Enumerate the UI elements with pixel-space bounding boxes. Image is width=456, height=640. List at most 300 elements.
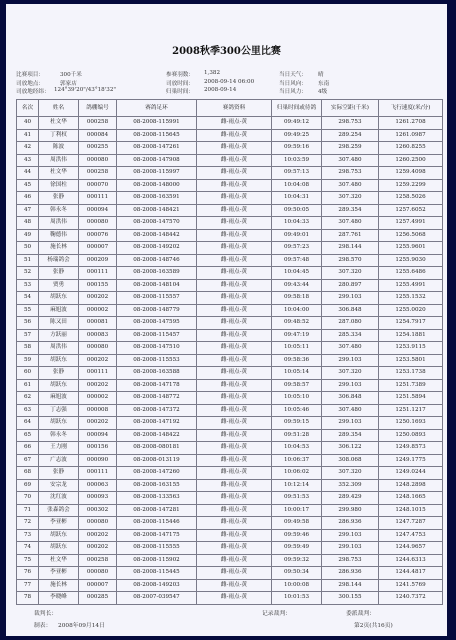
- cell-speed: 1255.9601: [379, 242, 443, 255]
- info-row-2: [16, 79, 441, 88]
- release-value: 2008-09-14 06:00: [204, 78, 255, 85]
- cell-speed: 1253.9115: [379, 342, 443, 355]
- cell-loft-id: 000080: [79, 342, 117, 355]
- cell-speed: 1254.1881: [379, 329, 443, 342]
- cell-rank: 45: [17, 179, 39, 192]
- cell-distance: 299.103: [322, 354, 379, 367]
- cell-rank: 43: [17, 154, 39, 167]
- table-row: [17, 529, 443, 542]
- cell-ring: 08-2008-148421: [117, 204, 197, 217]
- header-bird-info: 赛鸽资料: [197, 100, 272, 117]
- info-row-3: [16, 87, 441, 96]
- cell-name: 韩永冬: [39, 204, 79, 217]
- cell-speed: 1253.5801: [379, 354, 443, 367]
- cell-distance: 300.155: [322, 592, 379, 605]
- cell-ring: 08-2008-149202: [117, 242, 197, 255]
- cell-arrival: 09:57:23: [272, 242, 322, 255]
- page-title: 2008秋季300公里比赛: [172, 46, 281, 57]
- cell-distance: 287.080: [322, 317, 379, 330]
- cell-speed: 1255.1532: [379, 292, 443, 305]
- cell-name: 张静: [39, 267, 79, 280]
- cell-arrival: 09:51:28: [272, 429, 322, 442]
- cell-loft-id: 000202: [79, 417, 117, 430]
- cell-loft-id: 000083: [79, 329, 117, 342]
- cell-name: 胡跃东: [39, 379, 79, 392]
- results-table: [16, 99, 443, 605]
- cell-speed: 1257.6052: [379, 204, 443, 217]
- cell-bird-info: 雌-雨点-黄: [197, 179, 272, 192]
- cell-bird-info: 雌-雨点-黄: [197, 392, 272, 405]
- cell-distance: 306.848: [322, 392, 379, 405]
- table-row: [17, 254, 443, 267]
- cell-arrival: 10:00:17: [272, 504, 322, 517]
- cell-speed: 1261.2708: [379, 117, 443, 130]
- cell-name: 鞠德伟: [39, 229, 79, 242]
- cell-arrival: 10:05:10: [272, 392, 322, 405]
- cell-loft-id: 000202: [79, 354, 117, 367]
- table-row: [17, 579, 443, 592]
- coord-value: 124°39'20"/43°18'32": [54, 87, 116, 93]
- cell-rank: 72: [17, 517, 39, 530]
- cell-distance: 285.334: [322, 329, 379, 342]
- cell-distance: 299.103: [322, 529, 379, 542]
- cell-bird-info: 雌-雨点-黄: [197, 267, 272, 280]
- cell-rank: 52: [17, 267, 39, 280]
- cell-speed: 1249.0244: [379, 467, 443, 480]
- cell-rank: 73: [17, 529, 39, 542]
- cell-arrival: 09:59:46: [272, 529, 322, 542]
- cell-ring: 08-2008-148442: [117, 229, 197, 242]
- cell-bird-info: 雌-雨点-黄: [197, 404, 272, 417]
- cell-loft-id: 000090: [79, 454, 117, 467]
- cell-ring: 08-2008-147570: [117, 217, 197, 230]
- committee-label: 委派裁判：: [346, 611, 375, 617]
- release-label: 司放时间：: [166, 80, 194, 87]
- cell-distance: 308.068: [322, 454, 379, 467]
- table-row: [17, 117, 443, 130]
- cell-speed: 1260.8255: [379, 142, 443, 155]
- cell-loft-id: 000202: [79, 529, 117, 542]
- header-speed: 飞行速度(米/分): [379, 100, 443, 117]
- cell-bird-info: 雌-雨点-黄: [197, 217, 272, 230]
- table-row: [17, 267, 443, 280]
- cell-name: 丁志强: [39, 404, 79, 417]
- cell-ring: 08-2008-147261: [117, 142, 197, 155]
- cell-name: 胡跃东: [39, 354, 79, 367]
- cell-speed: 1258.5026: [379, 192, 443, 205]
- cell-rank: 59: [17, 354, 39, 367]
- table-row: [17, 429, 443, 442]
- cell-bird-info: 雌-雨点-黄: [197, 504, 272, 517]
- cell-rank: 77: [17, 579, 39, 592]
- cell-rank: 70: [17, 492, 39, 505]
- cell-arrival: 09:57:13: [272, 167, 322, 180]
- cell-distance: 299.980: [322, 504, 379, 517]
- cell-bird-info: 雌-雨点-黄: [197, 254, 272, 267]
- cell-distance: 307.480: [322, 179, 379, 192]
- table-row: [17, 342, 443, 355]
- cell-ring: 08-2008-147372: [117, 404, 197, 417]
- made-date: 2008年09月14日: [58, 623, 105, 629]
- cell-speed: 1247.4753: [379, 529, 443, 542]
- cell-rank: 49: [17, 229, 39, 242]
- cell-loft-id: 000080: [79, 217, 117, 230]
- cell-rank: 56: [17, 317, 39, 330]
- cell-speed: 1247.7287: [379, 517, 443, 530]
- cell-loft-id: 000094: [79, 429, 117, 442]
- cell-rank: 63: [17, 404, 39, 417]
- info-row-1: [16, 70, 441, 79]
- table-row: [17, 142, 443, 155]
- cell-ring: 08-2008-115557: [117, 292, 197, 305]
- cell-bird-info: 雌-雨点-黄: [197, 579, 272, 592]
- cell-distance: 307.480: [322, 404, 379, 417]
- cell-bird-info: 雌-雨点-黄: [197, 367, 272, 380]
- cell-distance: 299.103: [322, 379, 379, 392]
- cell-speed: 1241.5769: [379, 579, 443, 592]
- cell-distance: 289.429: [322, 492, 379, 505]
- table-row: [17, 567, 443, 580]
- cell-name: 施长林: [39, 579, 79, 592]
- cell-arrival: 10:04:08: [272, 179, 322, 192]
- cell-rank: 65: [17, 429, 39, 442]
- cell-rank: 40: [17, 117, 39, 130]
- table-row: [17, 304, 443, 317]
- cell-name: 安宗龙: [39, 479, 79, 492]
- cell-loft-id: 000202: [79, 292, 117, 305]
- cell-name: 张静: [39, 467, 79, 480]
- cell-speed: 1249.1775: [379, 454, 443, 467]
- cell-distance: 286.936: [322, 517, 379, 530]
- wind-label: 当日风向：: [279, 80, 307, 87]
- cell-rank: 57: [17, 329, 39, 342]
- cell-speed: 1249.8573: [379, 442, 443, 455]
- cell-rank: 42: [17, 142, 39, 155]
- cell-distance: 298.753: [322, 167, 379, 180]
- table-row: [17, 392, 443, 405]
- cell-loft-id: 000202: [79, 379, 117, 392]
- cell-arrival: 10:05:46: [272, 404, 322, 417]
- cell-rank: 69: [17, 479, 39, 492]
- cell-rank: 66: [17, 442, 39, 455]
- cell-speed: 1255.4991: [379, 279, 443, 292]
- cell-ring: 08-2008-149203: [117, 579, 197, 592]
- cell-bird-info: 雌-雨点-黄: [197, 167, 272, 180]
- cell-distance: 307.320: [322, 367, 379, 380]
- cell-name: 陈又田: [39, 317, 79, 330]
- table-row: [17, 417, 443, 430]
- cell-arrival: 09:50:05: [272, 204, 322, 217]
- cell-arrival: 09:43:44: [272, 279, 322, 292]
- cell-ring: 08-2008-147595: [117, 317, 197, 330]
- cell-distance: 299.103: [322, 542, 379, 555]
- cell-name: 杨瑞鸽会: [39, 254, 79, 267]
- cell-bird-info: 雌-雨点-黄: [197, 529, 272, 542]
- cell-arrival: 09:59:16: [272, 142, 322, 155]
- cell-arrival: 09:57:48: [272, 254, 322, 267]
- cell-speed: 1248.2898: [379, 479, 443, 492]
- cell-rank: 53: [17, 279, 39, 292]
- cell-ring: 08-2008-147192: [117, 417, 197, 430]
- cell-name: 韩永冬: [39, 429, 79, 442]
- cell-arrival: 10:06:37: [272, 454, 322, 467]
- cell-speed: 1250.0893: [379, 429, 443, 442]
- table-row: [17, 367, 443, 380]
- cell-ring: 08-2008-147260: [117, 467, 197, 480]
- cell-ring: 08-2008-115645: [117, 129, 197, 142]
- cell-arrival: 10:03:59: [272, 154, 322, 167]
- cell-rank: 64: [17, 417, 39, 430]
- table-row: [17, 292, 443, 305]
- cell-name: 杜文华: [39, 554, 79, 567]
- cell-rank: 68: [17, 467, 39, 480]
- cell-ring: 08-2008-148779: [117, 304, 197, 317]
- cell-rank: 47: [17, 204, 39, 217]
- table-row: [17, 242, 443, 255]
- table-row: [17, 179, 443, 192]
- wind-value: 东南: [318, 80, 330, 87]
- cell-loft-id: 000111: [79, 267, 117, 280]
- project-label: 比赛项目：: [16, 72, 44, 78]
- table-row: [17, 404, 443, 417]
- table-row: [17, 354, 443, 367]
- race-info: [16, 70, 441, 96]
- cell-distance: 289.354: [322, 429, 379, 442]
- cell-distance: 289.354: [322, 204, 379, 217]
- cell-loft-id: 000080: [79, 567, 117, 580]
- cell-bird-info: 雌-雨点-黄: [197, 542, 272, 555]
- cell-rank: 76: [17, 567, 39, 580]
- cell-loft-id: 000080: [79, 154, 117, 167]
- cell-bird-info: 雌-雨点-黄: [197, 242, 272, 255]
- cell-arrival: 09:58:57: [272, 379, 322, 392]
- cell-ring: 08-2008-115902: [117, 554, 197, 567]
- cell-loft-id: 000285: [79, 592, 117, 605]
- cell-ring: 08-2008-133563: [117, 492, 197, 505]
- cell-name: 张森鸽会: [39, 504, 79, 517]
- cell-bird-info: 雌-雨点-黄: [197, 354, 272, 367]
- table-row: [17, 279, 443, 292]
- cell-name: 施长林: [39, 242, 79, 255]
- cell-arrival: 10:05:14: [272, 367, 322, 380]
- cell-loft-id: 000111: [79, 467, 117, 480]
- cell-bird-info: 雌-雨点-黄: [197, 592, 272, 605]
- cell-loft-id: 000111: [79, 192, 117, 205]
- cell-loft-id: 000084: [79, 129, 117, 142]
- table-row: [17, 167, 443, 180]
- cell-arrival: 09:59:15: [272, 417, 322, 430]
- cell-arrival: 09:49:25: [272, 129, 322, 142]
- cell-loft-id: 000081: [79, 317, 117, 330]
- cell-bird-info: 雌-雨点-黄: [197, 442, 272, 455]
- cell-distance: 289.254: [322, 129, 379, 142]
- table-row: [17, 379, 443, 392]
- cell-arrival: 09:49:58: [272, 517, 322, 530]
- table-row: [17, 129, 443, 142]
- cell-speed: 1240.7372: [379, 592, 443, 605]
- cell-rank: 60: [17, 367, 39, 380]
- cell-distance: 286.936: [322, 567, 379, 580]
- cell-distance: 307.320: [322, 267, 379, 280]
- cell-loft-id: 000007: [79, 579, 117, 592]
- cell-ring: 08-2008-163155: [117, 479, 197, 492]
- cell-loft-id: 000007: [79, 242, 117, 255]
- cell-distance: 307.480: [322, 217, 379, 230]
- cell-rank: 62: [17, 392, 39, 405]
- cell-ring: 08-2008-163589: [117, 267, 197, 280]
- cell-speed: 1255.0020: [379, 304, 443, 317]
- cell-distance: 352.309: [322, 479, 379, 492]
- cell-name: 徐国柱: [39, 179, 79, 192]
- table-row: [17, 442, 443, 455]
- table-header-row: [17, 100, 443, 117]
- cell-ring: 08-2008-163588: [117, 367, 197, 380]
- cell-arrival: 09:59:49: [272, 542, 322, 555]
- cell-speed: 1250.1693: [379, 417, 443, 430]
- header-arrival: 归巢时间或待鸽: [272, 100, 322, 117]
- cell-name: 李亚彬: [39, 517, 79, 530]
- cell-name: 胡跃东: [39, 417, 79, 430]
- cell-rank: 54: [17, 292, 39, 305]
- cell-loft-id: 000156: [79, 442, 117, 455]
- cell-distance: 287.761: [322, 229, 379, 242]
- recorder-label: 记录裁判：: [262, 611, 291, 617]
- table-row: [17, 479, 443, 492]
- cell-loft-id: 000202: [79, 542, 117, 555]
- cell-distance: 299.103: [322, 292, 379, 305]
- cell-ring: 08-2008-080181: [117, 442, 197, 455]
- cell-distance: 299.103: [322, 417, 379, 430]
- cell-loft-id: 000111: [79, 367, 117, 380]
- cell-bird-info: 雌-雨点-黄: [197, 304, 272, 317]
- cell-speed: 1256.5068: [379, 229, 443, 242]
- cell-name: 张静: [39, 192, 79, 205]
- cell-rank: 46: [17, 192, 39, 205]
- cell-ring: 08-2008-147281: [117, 504, 197, 517]
- table-row: [17, 229, 443, 242]
- cell-bird-info: 雌-雨点-黄: [197, 329, 272, 342]
- coord-label: 司放地经纬：: [16, 89, 50, 95]
- cell-bird-info: 雌-雨点-黄: [197, 417, 272, 430]
- cell-bird-info: 雌-雨点-黄: [197, 479, 272, 492]
- table-row: [17, 467, 443, 480]
- cell-name: 周洪伟: [39, 154, 79, 167]
- cell-bird-info: 雌-雨点-黄: [197, 154, 272, 167]
- cell-rank: 61: [17, 379, 39, 392]
- cell-rank: 67: [17, 454, 39, 467]
- cell-speed: 1254.7917: [379, 317, 443, 330]
- cell-ring: 08-2008-148746: [117, 254, 197, 267]
- cell-loft-id: 000209: [79, 254, 117, 267]
- cell-bird-info: 雌-雨点-黄: [197, 567, 272, 580]
- cell-distance: 298.144: [322, 579, 379, 592]
- project-value: 300千米: [60, 72, 82, 78]
- cell-loft-id: 000080: [79, 517, 117, 530]
- table-row: [17, 504, 443, 517]
- cell-speed: 1251.7389: [379, 379, 443, 392]
- cell-ring: 08-2008-013119: [117, 454, 197, 467]
- cell-speed: 1248.1665: [379, 492, 443, 505]
- cell-name: 胡跃东: [39, 292, 79, 305]
- windforce-label: 当日风力：: [279, 89, 307, 95]
- cell-name: 王力刚: [39, 442, 79, 455]
- cell-arrival: 09:58:18: [272, 292, 322, 305]
- cell-bird-info: 雌-雨点-黄: [197, 517, 272, 530]
- cell-bird-info: 雌-雨点-黄: [197, 192, 272, 205]
- cell-speed: 1257.4991: [379, 217, 443, 230]
- cell-speed: 1244.4817: [379, 567, 443, 580]
- cell-ring: 08-2008-148000: [117, 179, 197, 192]
- cell-arrival: 10:04:45: [272, 267, 322, 280]
- place-value: 郭家店: [60, 80, 77, 87]
- cell-ring: 08-2008-147510: [117, 342, 197, 355]
- cell-distance: 307.320: [322, 467, 379, 480]
- cell-loft-id: 000070: [79, 179, 117, 192]
- cell-name: 广志波: [39, 454, 79, 467]
- cell-speed: 1259.2299: [379, 179, 443, 192]
- cell-rank: 75: [17, 554, 39, 567]
- table-row: [17, 217, 443, 230]
- cell-arrival: 10:05:11: [272, 342, 322, 355]
- cell-name: 杜文华: [39, 167, 79, 180]
- cell-loft-id: 000002: [79, 392, 117, 405]
- cell-ring: 08-2008-115445: [117, 567, 197, 580]
- header-name: 姓名: [39, 100, 79, 117]
- cell-loft-id: 000094: [79, 204, 117, 217]
- cell-bird-info: 雌-雨点-黄: [197, 492, 272, 505]
- cell-name: 贾勇: [39, 279, 79, 292]
- cell-loft-id: 000258: [79, 554, 117, 567]
- cell-arrival: 09:49:12: [272, 117, 322, 130]
- table-row: [17, 454, 443, 467]
- cell-name: 麻旭波: [39, 392, 79, 405]
- cell-bird-info: 雌-雨点-黄: [197, 292, 272, 305]
- cell-distance: 307.480: [322, 154, 379, 167]
- place-label: 司放地点：: [16, 80, 44, 87]
- cell-rank: 50: [17, 242, 39, 255]
- table-row: [17, 204, 443, 217]
- cell-name: 周洪伟: [39, 342, 79, 355]
- cell-arrival: 10:00:08: [272, 579, 322, 592]
- cell-bird-info: 雌-雨点-黄: [197, 554, 272, 567]
- cell-bird-info: 雌-雨点-黄: [197, 204, 272, 217]
- table-row: [17, 554, 443, 567]
- cell-distance: 307.320: [322, 192, 379, 205]
- header-loft-id: 鸽棚编号: [79, 100, 117, 117]
- cell-arrival: 09:50:34: [272, 567, 322, 580]
- cell-loft-id: 000093: [79, 492, 117, 505]
- count-label: 参赛羽数：: [166, 72, 194, 78]
- cell-speed: 1248.1015: [379, 504, 443, 517]
- cell-bird-info: 雌-雨点-黄: [197, 379, 272, 392]
- cell-arrival: 10:04:33: [272, 217, 322, 230]
- cell-arrival: 10:04:00: [272, 304, 322, 317]
- return-label: 归巢时间：: [166, 89, 194, 95]
- cell-name: 胡跃东: [39, 542, 79, 555]
- cell-loft-id: 000076: [79, 229, 117, 242]
- cell-rank: 74: [17, 542, 39, 555]
- results-sheet: [6, 4, 447, 636]
- cell-ring: 08-2008-115997: [117, 167, 197, 180]
- table-row: [17, 192, 443, 205]
- table-row: [17, 592, 443, 605]
- cell-bird-info: 雌-雨点-黄: [197, 129, 272, 142]
- cell-distance: 306.848: [322, 304, 379, 317]
- cell-arrival: 09:49:01: [272, 229, 322, 242]
- cell-arrival: 10:04:31: [272, 192, 322, 205]
- cell-ring: 08-2008-115457: [117, 329, 197, 342]
- cell-arrival: 09:51:53: [272, 492, 322, 505]
